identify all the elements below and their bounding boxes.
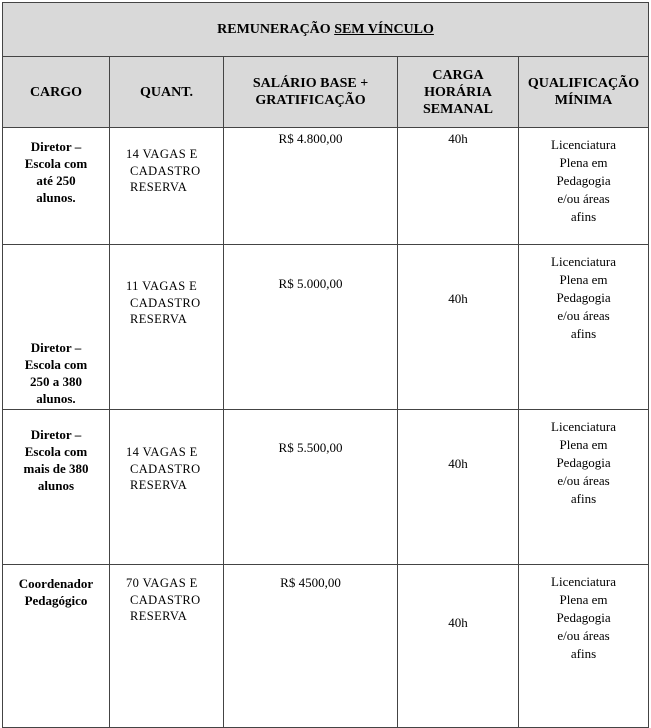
cell-cargo: Diretor – Escola com até 250 alunos. — [3, 128, 110, 245]
cell-qualificacao: Licenciatura Plena em Pedagogia e/ou áreas afins — [519, 128, 649, 245]
table-row — [3, 245, 649, 410]
cell-cargo: Diretor – Escola com 250 a 380 alunos. — [3, 245, 110, 410]
header-carga: CARGA HORÁRIA SEMANAL — [398, 57, 519, 128]
header-quant: QUANT. — [110, 57, 224, 128]
table-title — [3, 3, 649, 57]
cell-qualificacao: Licenciatura Plena em Pedagogia e/ou áreas afins — [519, 565, 649, 728]
cell-carga: 40h — [398, 128, 519, 245]
cell-salario: R$ 5.500,00 — [224, 410, 398, 565]
cell-carga: 40h — [398, 410, 519, 565]
title-prefix: REMUNERAÇÃO — [217, 21, 331, 37]
table-row — [3, 565, 649, 728]
cell-salario: R$ 4500,00 — [224, 565, 398, 728]
header-cargo: CARGO — [3, 57, 110, 128]
cell-qualificacao: Licenciatura Plena em Pedagogia e/ou áreas afins — [519, 410, 649, 565]
cell-quant: 14 VAGAS E CADASTRO RESERVA — [110, 410, 224, 565]
cell-cargo: Coordenador Pedagógico — [3, 565, 110, 728]
cell-cargo: Diretor – Escola com mais de 380 alunos — [3, 410, 110, 565]
cell-quant: 14 VAGAS E CADASTRO RESERVA — [110, 128, 224, 245]
remuneration-table — [2, 2, 649, 728]
cell-carga: 40h — [398, 245, 519, 410]
table-row — [3, 128, 649, 245]
cell-salario: R$ 5.000,00 — [224, 245, 398, 410]
table-row — [3, 410, 649, 565]
header-salario: SALÁRIO BASE + GRATIFICAÇÃO — [224, 57, 398, 128]
cell-carga: 40h — [398, 565, 519, 728]
cell-quant: 70 VAGAS E CADASTRO RESERVA — [110, 565, 224, 728]
cell-quant: 11 VAGAS E CADASTRO RESERVA — [110, 245, 224, 410]
cell-qualificacao: Licenciatura Plena em Pedagogia e/ou áreas afins — [519, 245, 649, 410]
cell-salario: R$ 4.800,00 — [224, 128, 398, 245]
header-row — [3, 57, 649, 128]
title-underlined: SEM VÍNCULO — [334, 21, 434, 37]
header-qualificacao: QUALIFICAÇÃO MÍNIMA — [519, 57, 649, 128]
